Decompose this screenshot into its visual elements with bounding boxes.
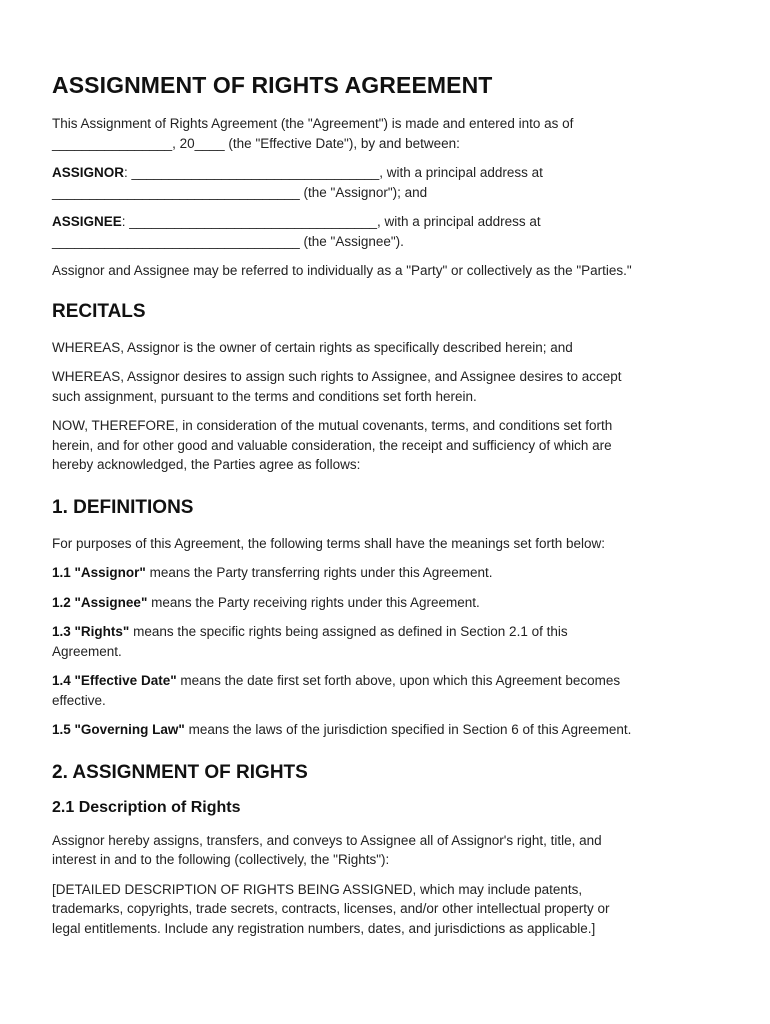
assignment-heading: 2. ASSIGNMENT OF RIGHTS [52, 761, 308, 783]
assignment-p2-line-3: legal entitlements. Include any registration numbers, dates, and jurisdictions as applicable.] [52, 920, 596, 936]
definition-2-text: means the Party receiving rights under this Agreement. [147, 594, 480, 610]
definitions-intro: For purposes of this Agreement, the following terms shall have the meanings set forth below: [52, 535, 606, 551]
assignee-line-2: _________________________________ (the "Assignee"). [52, 233, 404, 249]
recital-3 [52, 416, 718, 475]
intro-line-2: ________________, 20____ (the "Effective Date"), by and between: [52, 135, 460, 151]
assignee-line-1: : _________________________________, with a principal address at [121, 214, 541, 229]
definition-1 [52, 563, 718, 583]
definition-4-term: 1.4 "Effective Date" [52, 673, 177, 688]
recital-2-line-1: WHEREAS, Assignor desires to assign such rights to Assignee, and Assignee desires to accept [52, 369, 622, 384]
recital-3-line-2: herein, and for other good and valuable consideration, the receipt and sufficiency of which are [52, 437, 612, 453]
recital-3-line-3: hereby acknowledged, the Parties agree as follows: [52, 457, 361, 472]
intro-paragraph [52, 114, 718, 153]
definition-5-text: means the laws of the jurisdiction specified in Section 6 of this Agreement. [184, 722, 632, 737]
assignment-p1-line-2: interest in and to the following (collectively, the "Rights"): [52, 852, 390, 867]
assignment-p1-line-1: Assignor hereby assigns, transfers, and conveys to Assignee all of Assignor's right, title, and [52, 832, 602, 848]
description-of-rights-heading: 2.1 Description of Rights [52, 798, 241, 816]
assignment-p2-line-1: [DETAILED DESCRIPTION OF RIGHTS BEING ASSIGNED, which may include patents, [52, 881, 583, 897]
definition-3-line-2: Agreement. [52, 643, 122, 659]
intro-line-1: This Assignment of Rights Agreement (the "Agreement") is made and entered into as of [52, 116, 574, 131]
definition-2-term: 1.2 "Assignee" [52, 594, 148, 610]
definition-2 [52, 593, 718, 613]
recital-2-line-2: such assignment, pursuant to the terms and conditions set forth herein. [52, 388, 477, 404]
assignee-label: ASSIGNEE [52, 214, 122, 229]
parties-note: Assignor and Assignee may be referred to individually as a "Party" or collectively as the "Parties." [52, 263, 632, 278]
assignor-paragraph [52, 163, 718, 202]
definition-5 [52, 720, 718, 740]
recital-3-line-1: NOW, THEREFORE, in consideration of the mutual covenants, terms, and conditions set forth [52, 418, 613, 433]
definition-1-term: 1.1 "Assignor" [52, 565, 146, 580]
assignment-paragraph-2 [52, 880, 718, 939]
assignment-paragraph-1 [52, 831, 718, 870]
recital-1: WHEREAS, Assignor is the owner of certain rights as specifically described herein; and [52, 339, 573, 355]
assignor-label: ASSIGNOR [52, 165, 125, 180]
assignor-line-2: _________________________________ (the "Assignor"); and [52, 184, 428, 200]
document-title: ASSIGNMENT OF RIGHTS AGREEMENT [52, 72, 493, 98]
definition-3 [52, 622, 718, 661]
definition-4 [52, 671, 718, 710]
recital-2 [52, 367, 718, 406]
assignor-line-1: : _________________________________, with a principal address at [124, 165, 543, 180]
recitals-heading: RECITALS [52, 300, 146, 322]
definition-5-term: 1.5 "Governing Law" [52, 722, 185, 737]
definition-3-term: 1.3 "Rights" [52, 624, 130, 639]
definitions-heading: 1. DEFINITIONS [52, 496, 194, 518]
definition-3-text: means the specific rights being assigned as defined in Section 2.1 of this [129, 624, 568, 639]
definition-4-text: means the date first set forth above, upon which this Agreement becomes [176, 673, 621, 688]
definition-1-text: means the Party transferring rights under this Agreement. [145, 565, 493, 580]
assignee-paragraph [52, 212, 718, 251]
assignment-p2-line-2: trademarks, copyrights, trade secrets, contracts, licenses, and/or other intellectual property or [52, 901, 610, 916]
definition-4-line-2: effective. [52, 692, 106, 708]
